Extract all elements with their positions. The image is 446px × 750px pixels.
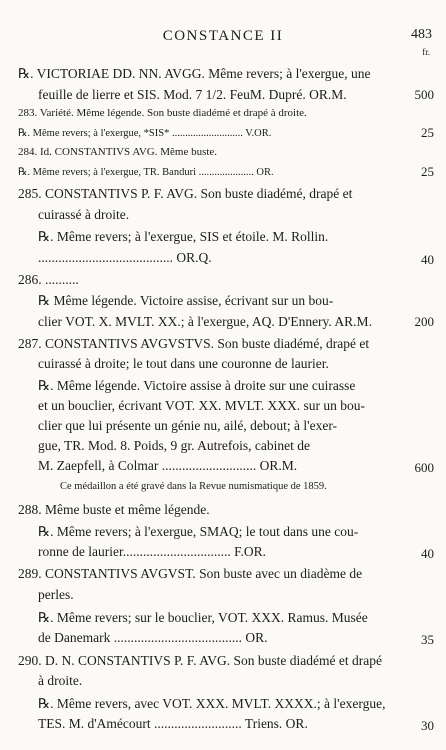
entry-line: de Danemark ...................................... OR.: [38, 630, 268, 645]
price-value: 25: [421, 125, 434, 140]
price-value: 30: [421, 718, 434, 733]
entry-line: ℞. VICTORIAE DD. NN. AVGG. Même revers; à l'exergue, une: [18, 66, 371, 81]
entry-line: clier VOT. X. MVLT. XX.; à l'exergue, AQ. D'Ennery. AR.M.: [38, 314, 372, 329]
entry-line: 286. ..........: [18, 272, 79, 287]
price-value: 25: [421, 164, 434, 179]
entry-line: 283. Variété. Même légende. Son buste diadémé et drapé à droite.: [18, 107, 307, 119]
entry-line: 289. CONSTANTIVS AVGVST. Son buste avec un diadème de: [18, 566, 363, 581]
entry-line: ℞. Même revers; sur le bouclier, VOT. XXX. Ramus. Musée: [38, 610, 368, 625]
price-value: 600: [414, 460, 434, 475]
price-value: 500: [414, 87, 434, 102]
entry-line: et un bouclier, écrivant VOT. XX. MVLT. XXX. sur un bou-: [38, 398, 366, 413]
entry-line: ℞. Même revers; à l'exergue, TR. Banduri ..................... OR.: [18, 167, 274, 178]
page-title: CONSTANCE II: [162, 28, 284, 44]
entry-line: cuirassé à droite; le tout dans une couronne de laurier.: [38, 356, 329, 371]
currency-label: fr.: [422, 47, 430, 57]
price-value: 40: [421, 546, 434, 561]
entry-line: 285. CONSTANTIVS P. F. AVG. Son buste diadémé, drapé et: [18, 186, 353, 201]
entry-line: ℞ Même légende. Victoire assise, écrivant sur un bou-: [38, 293, 334, 308]
running-header: [0, 28, 446, 45]
entry-line: 288. Même buste et même légende.: [18, 502, 210, 517]
entry-line: à droite.: [38, 673, 83, 688]
entry-line: ℞. Même revers; à l'exergue, SIS et étoile. M. Rollin.: [38, 229, 329, 244]
entry-line: ℞. Même légende. Victoire assise à droite sur une cuirasse: [38, 378, 356, 393]
entry-line: 284. Id. CONSTANTIVS AVG. Même buste.: [18, 146, 218, 158]
entry-line: M. Zaepfell, à Colmar ............................ OR.M.: [38, 458, 298, 473]
entry-line: gue, TR. Mod. 8. Poids, 9 gr. Autrefois, cabinet de: [38, 438, 310, 453]
entry-line: cuirassé à droite.: [38, 207, 130, 222]
entry-line: TES. M. d'Amécourt .......................... Triens. OR.: [38, 716, 308, 731]
entry-line: Ce médaillon a été gravé dans la Revue numismatique de 1859.: [60, 481, 327, 492]
price-value: 35: [421, 632, 434, 647]
entry-line: perles.: [38, 587, 74, 602]
entry-line: clier que lui présente un génie nu, ailé, debout; à l'exer-: [38, 418, 338, 433]
entry-line: ℞. Même revers, avec VOT. XXX. MVLT. XXXX.; à l'exergue,: [38, 696, 386, 711]
entry-line: ronne de laurier................................ F.OR.: [38, 544, 267, 559]
price-value: 40: [421, 252, 434, 267]
entry-line: ℞. Même revers; à l'exergue, *SIS* ........................... V.OR.: [18, 128, 272, 139]
page-number: 483: [411, 27, 432, 42]
entry-line: feuille de lierre et SIS. Mod. 7 1/2. FeuM. Dupré. OR.M.: [38, 87, 347, 102]
entry-line: 290. D. N. CONSTANTIVS P. F. AVG. Son buste diadémé et drapé: [18, 653, 382, 668]
entry-line: 287. CONSTANTIVS AVGVSTVS. Son buste diadémé, drapé et: [18, 336, 370, 351]
entry-line: ℞. Même revers; à l'exergue, SMAQ; le tout dans une cou-: [38, 524, 359, 539]
entry-line: ........................................ OR.Q.: [38, 250, 212, 265]
price-value: 200: [414, 314, 434, 329]
